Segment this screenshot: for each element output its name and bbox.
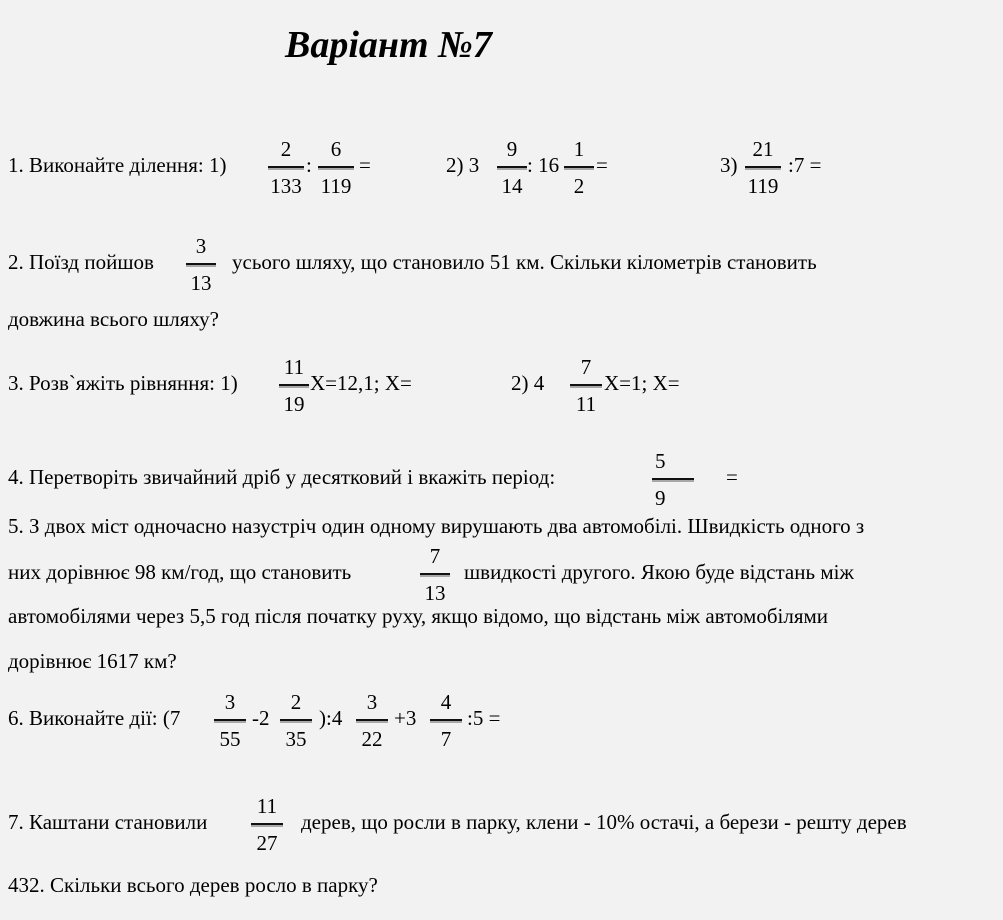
denominator: 119 bbox=[747, 174, 779, 198]
task5-line2-a: них дорівнює 98 км/год, що становить bbox=[8, 560, 352, 584]
task7-text-a: 7. Каштани становили bbox=[8, 810, 208, 834]
task5-fraction bbox=[420, 546, 450, 604]
task1-part3-label: 3) bbox=[720, 153, 738, 177]
task3-equation-1: Х=12,1; Х= bbox=[310, 371, 412, 395]
task3-fraction-2 bbox=[570, 357, 602, 415]
task5-line4: дорівнює 1617 км? bbox=[8, 649, 177, 673]
denominator: 119 bbox=[320, 174, 352, 198]
denominator: 13 bbox=[190, 271, 212, 295]
task2-fraction bbox=[186, 236, 216, 294]
task1-equals-2: = bbox=[596, 153, 608, 177]
fraction-bar bbox=[280, 719, 312, 721]
fraction-bar bbox=[570, 384, 602, 386]
task1-part2-label: 2) 3 bbox=[446, 153, 480, 177]
numerator: 3 bbox=[366, 690, 378, 714]
task6-operator-3: +3 bbox=[394, 706, 417, 730]
numerator: 6 bbox=[330, 137, 342, 161]
denominator: 27 bbox=[256, 831, 278, 855]
task3-fraction-1 bbox=[279, 357, 309, 415]
fraction-bar bbox=[497, 166, 527, 168]
fraction-bar bbox=[745, 166, 781, 168]
task2-text-b: усього шляху, що становило 51 км. Скільки кілометрів становить bbox=[232, 250, 817, 274]
numerator: 2 bbox=[280, 137, 292, 161]
numerator: 2 bbox=[290, 690, 302, 714]
task3-equation-2: Х=1; Х= bbox=[604, 371, 680, 395]
fraction-bar bbox=[186, 263, 216, 265]
numerator: 3 bbox=[224, 690, 236, 714]
denominator: 9 bbox=[655, 486, 666, 510]
numerator: 7 bbox=[429, 544, 441, 568]
numerator: 11 bbox=[256, 794, 278, 818]
task6-fraction-2 bbox=[280, 692, 312, 750]
task3-text: 3. Розв`яжіть рівняння: 1) bbox=[8, 371, 238, 395]
denominator: 35 bbox=[285, 727, 307, 751]
denominator: 55 bbox=[219, 727, 241, 751]
denominator: 2 bbox=[573, 174, 585, 198]
numerator: 11 bbox=[283, 355, 305, 379]
task1-fraction-1 bbox=[268, 139, 304, 197]
fraction-bar bbox=[564, 166, 594, 168]
task6-operator-1: -2 bbox=[252, 706, 270, 730]
task1-operator-1: : bbox=[306, 153, 312, 177]
numerator: 3 bbox=[195, 234, 207, 258]
task1-fraction-4 bbox=[564, 139, 594, 197]
task1-fraction-2 bbox=[318, 139, 354, 197]
task1-fraction-3 bbox=[497, 139, 527, 197]
task4-fraction bbox=[652, 451, 694, 509]
denominator: 19 bbox=[283, 392, 305, 416]
task1-operator-3: :7 = bbox=[788, 153, 822, 177]
fraction-bar bbox=[318, 166, 354, 168]
task6-fraction-3 bbox=[356, 692, 388, 750]
task4-equals: = bbox=[726, 465, 738, 489]
task1-fraction-5 bbox=[745, 139, 781, 197]
task7-text-b: дерев, що росли в парку, клени - 10% остачі, а берези - решту дерев bbox=[301, 810, 907, 834]
task2-text-a: 2. Поїзд пойшов bbox=[8, 250, 154, 274]
fraction-bar bbox=[214, 719, 246, 721]
task1-equals-1: = bbox=[359, 153, 371, 177]
task1-text: 1. Виконайте ділення: 1) bbox=[8, 153, 227, 177]
denominator: 14 bbox=[501, 174, 523, 198]
fraction-bar bbox=[420, 573, 450, 575]
numerator: 5 bbox=[655, 449, 666, 473]
numerator: 4 bbox=[440, 690, 452, 714]
fraction-bar bbox=[251, 823, 283, 825]
denominator: 7 bbox=[440, 727, 452, 751]
denominator: 11 bbox=[575, 392, 597, 416]
fraction-bar bbox=[268, 166, 304, 168]
denominator: 133 bbox=[270, 174, 302, 198]
numerator: 7 bbox=[580, 355, 592, 379]
numerator: 21 bbox=[752, 137, 774, 161]
task5-line1: 5. З двох міст одночасно назустріч один одному вирушають два автомобілі. Швидкість одного з bbox=[8, 514, 865, 538]
denominator: 22 bbox=[361, 727, 383, 751]
task3-part2-label: 2) 4 bbox=[511, 371, 545, 395]
fraction-bar bbox=[652, 478, 694, 480]
numerator: 1 bbox=[573, 137, 585, 161]
task5-line2-b: швидкості другого. Якою буде відстань між bbox=[464, 560, 854, 584]
task4-text: 4. Перетворіть звичайний дріб у десятковий і вкажіть період: bbox=[8, 465, 556, 489]
task6-text: 6. Виконайте дії: (7 bbox=[8, 706, 181, 730]
fraction-bar bbox=[430, 719, 462, 721]
numerator: 9 bbox=[506, 137, 518, 161]
page-title: Варіант №7 bbox=[285, 24, 492, 66]
task5-line3: автомобілями через 5,5 год після початку руху, якщо відомо, що відстань між автомобілями bbox=[8, 604, 829, 628]
task1-operator-2: : 16 bbox=[527, 153, 560, 177]
task2-line2: довжина всього шляху? bbox=[8, 307, 219, 331]
task6-fraction-1 bbox=[214, 692, 246, 750]
task7-fraction bbox=[251, 796, 283, 854]
task6-fraction-4 bbox=[430, 692, 462, 750]
fraction-bar bbox=[279, 384, 309, 386]
denominator: 13 bbox=[424, 581, 446, 605]
task6-operator-2: ):4 bbox=[319, 706, 343, 730]
task7-line2: 432. Скільки всього дерев росло в парку? bbox=[8, 873, 378, 897]
fraction-bar bbox=[356, 719, 388, 721]
task6-operator-4: :5 = bbox=[467, 706, 501, 730]
